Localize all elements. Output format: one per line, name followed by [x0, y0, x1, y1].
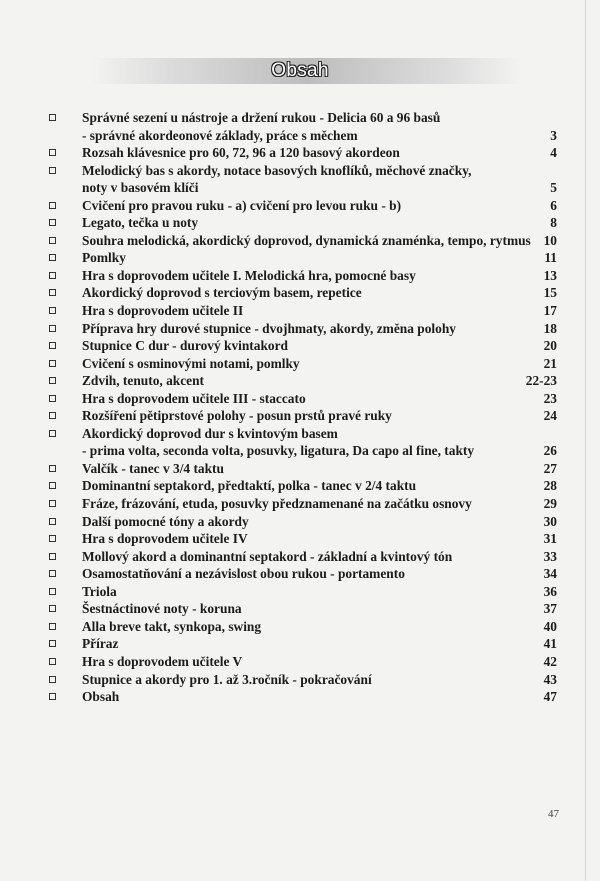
bullet-icon — [49, 430, 56, 437]
toc-page-number: 21 — [543, 355, 557, 371]
toc-entry-text: Stupnice C dur - durový kvintakord — [82, 338, 288, 354]
toc-page-number: 47 — [543, 689, 557, 705]
toc-page-number: 29 — [543, 496, 557, 512]
toc-entry-text: Hra s doprovodem učitele I. Melodická hra, pomocné basy — [82, 267, 416, 283]
bullet-icon — [49, 412, 56, 419]
toc-entry — [0, 583, 600, 601]
toc-line — [0, 320, 600, 338]
toc-entry-text: Melodický bas s akordy, notace basových knoflíků, měchové značky, — [82, 162, 472, 178]
toc-entry-text: Hra s doprovodem učitele III - staccato — [82, 390, 306, 406]
toc-entry-text: Příraz — [82, 636, 119, 652]
bullet-icon — [49, 202, 56, 209]
toc-entry-text: Šestnáctinové noty - koruna — [82, 601, 242, 617]
toc-entry — [0, 407, 600, 425]
page-title: Obsah — [271, 60, 329, 81]
bullet-icon — [49, 500, 56, 507]
toc-page-number: 37 — [543, 601, 557, 617]
toc-page-number: 42 — [543, 653, 557, 669]
toc-entry — [0, 249, 600, 267]
toc-page-number: 36 — [543, 583, 557, 599]
toc-entry-text: Cvičení pro pravou ruku - a) cvičení pro levou ruku - b) — [82, 197, 402, 213]
bullet-icon — [49, 149, 56, 156]
toc-entry-text: Hra s doprovodem učitele IV — [82, 531, 248, 547]
bullet-icon — [49, 167, 56, 174]
toc-line — [0, 671, 600, 689]
toc-line — [0, 372, 600, 390]
toc-line — [0, 197, 600, 215]
toc-entry — [0, 460, 600, 478]
toc-entry-text: Alla breve takt, synkopa, swing — [82, 618, 262, 634]
bullet-icon — [49, 237, 56, 244]
toc-page-number: 20 — [543, 338, 557, 354]
toc-line — [0, 425, 600, 443]
toc-entry-text: Zdvih, tenuto, akcent — [82, 373, 205, 389]
toc-page-number: 18 — [543, 320, 557, 336]
bullet-icon — [49, 325, 56, 332]
toc-entry-text: Souhra melodická, akordický doprovod, dynamická znaménka, tempo, rytmus — [82, 232, 531, 248]
toc-page-number: 43 — [543, 671, 557, 687]
toc-line — [0, 214, 600, 232]
toc-entry-text: - správné akordeonové základy, práce s měchem — [82, 127, 358, 143]
toc-entry-text: Triola — [82, 583, 117, 599]
toc-line — [0, 162, 600, 180]
toc-page-number: 17 — [543, 303, 557, 319]
toc-line — [0, 495, 600, 513]
toc-entry-text: Pomlky — [82, 250, 126, 266]
toc-entry — [0, 109, 600, 144]
toc-page-number: 34 — [543, 566, 557, 582]
toc-entry — [0, 565, 600, 583]
bullet-icon — [49, 658, 56, 665]
toc-page-number: 26 — [543, 443, 557, 459]
toc-page-number: 22-23 — [525, 373, 557, 389]
toc-page-number: 5 — [550, 180, 557, 196]
toc-entry — [0, 477, 600, 495]
toc-page-number: 27 — [543, 460, 557, 476]
toc-line — [0, 460, 600, 478]
bullet-icon — [49, 640, 56, 647]
toc-entry — [0, 635, 600, 653]
toc-entry-text: Rozšíření pětiprstové polohy - posun prstů pravé ruky — [82, 408, 392, 424]
toc-line — [0, 530, 600, 548]
toc-page-number: 24 — [543, 408, 557, 424]
bullet-icon — [49, 553, 56, 560]
toc-entry-text: Osamostatňování a nezávislost obou rukou - portamento — [82, 566, 405, 582]
toc-entry — [0, 372, 600, 390]
toc-line — [0, 179, 600, 197]
toc-line — [0, 513, 600, 531]
bullet-icon — [49, 518, 56, 525]
toc-entry-text: - prima volta, seconda volta, posuvky, ligatura, Da capo al fine, takty — [82, 443, 475, 459]
toc-entry — [0, 618, 600, 636]
toc-line — [0, 583, 600, 601]
toc-line — [0, 267, 600, 285]
toc-line — [0, 302, 600, 320]
bullet-icon — [49, 254, 56, 261]
toc-entry — [0, 688, 600, 706]
toc-entry-text: Mollový akord a dominantní septakord - základní a kvintový tón — [82, 548, 453, 564]
toc-line — [0, 127, 600, 145]
toc-line — [0, 565, 600, 583]
bullet-icon — [49, 605, 56, 612]
bullet-icon — [49, 289, 56, 296]
bullet-icon — [49, 377, 56, 384]
bullet-icon — [49, 676, 56, 683]
toc-entry-text: Legato, tečka u noty — [82, 215, 199, 231]
toc-page-number: 11 — [544, 250, 557, 266]
toc-entry — [0, 162, 600, 197]
bullet-icon — [49, 272, 56, 279]
bullet-icon — [49, 588, 56, 595]
toc-line — [0, 635, 600, 653]
toc-entry — [0, 390, 600, 408]
toc-page-number: 8 — [550, 215, 557, 231]
bullet-icon — [49, 623, 56, 630]
toc-line — [0, 548, 600, 566]
toc-entry-text: Správné sezení u nástroje a držení rukou - Delicia 60 a 96 basů — [82, 110, 441, 125]
page-edge — [585, 0, 586, 881]
toc-line — [0, 337, 600, 355]
toc-entry — [0, 302, 600, 320]
toc-entry-text: Další pomocné tóny a akordy — [82, 513, 249, 529]
toc-line — [0, 232, 600, 250]
bullet-icon — [49, 360, 56, 367]
toc-page-number: 4 — [550, 145, 557, 161]
toc-entry — [0, 548, 600, 566]
toc-page-number: 28 — [543, 478, 557, 494]
toc-page-number: 15 — [543, 285, 557, 301]
toc-entry-text: Rozsah klávesnice pro 60, 72, 96 a 120 basový akordeon — [82, 145, 400, 161]
toc-entry-text: Fráze, frázování, etuda, posuvky předznamenané na začátku osnovy — [82, 496, 472, 512]
toc-entry — [0, 355, 600, 373]
toc-line — [0, 109, 600, 127]
toc-entry-text: Stupnice a akordy pro 1. až 3.ročník - pokračování — [82, 671, 372, 687]
toc-entry — [0, 671, 600, 689]
toc-page-number: 10 — [543, 232, 557, 248]
toc-line — [0, 407, 600, 425]
toc-entry — [0, 214, 600, 232]
toc-line — [0, 355, 600, 373]
toc-entry — [0, 530, 600, 548]
toc-entry — [0, 320, 600, 338]
toc-page-number: 23 — [543, 390, 557, 406]
toc-entry — [0, 232, 600, 250]
toc-entry — [0, 653, 600, 671]
bullet-icon — [49, 570, 56, 577]
toc-line — [0, 688, 600, 706]
toc-entry-text: Hra s doprovodem učitele V — [82, 653, 243, 669]
bullet-icon — [49, 219, 56, 226]
bullet-icon — [49, 342, 56, 349]
bullet-icon — [49, 307, 56, 314]
toc-line — [0, 618, 600, 636]
toc-entry — [0, 284, 600, 302]
toc-entry — [0, 144, 600, 162]
toc-entry-text: Cvičení s osminovými notami, pomlky — [82, 355, 300, 371]
toc-entry — [0, 495, 600, 513]
toc-entry — [0, 600, 600, 618]
toc-page-number: 31 — [543, 531, 557, 547]
toc-line — [0, 653, 600, 671]
toc-page-number: 41 — [543, 636, 557, 652]
toc-line — [0, 600, 600, 618]
toc-page-number: 13 — [543, 267, 557, 283]
toc-line — [0, 442, 600, 460]
bullet-icon — [49, 465, 56, 472]
toc-entry-text: Příprava hry durové stupnice - dvojhmaty, akordy, změna polohy — [82, 320, 456, 336]
toc-entry — [0, 425, 600, 460]
toc-entry — [0, 267, 600, 285]
toc-line — [0, 144, 600, 162]
footer-page-number: 47 — [548, 808, 559, 820]
toc-entry-text: Obsah — [82, 689, 120, 705]
toc-page-number: 30 — [543, 513, 557, 529]
toc-page-number: 6 — [550, 197, 557, 213]
toc-page-number: 33 — [543, 548, 557, 564]
bullet-icon — [49, 114, 56, 121]
toc-entry — [0, 337, 600, 355]
toc-entry-text: Akordický doprovod dur s kvintovým basem — [82, 425, 338, 441]
bullet-icon — [49, 482, 56, 489]
toc-entry — [0, 197, 600, 215]
toc-entry-text: Akordický doprovod s terciovým basem, repetice — [82, 285, 362, 301]
toc-entry-text: Hra s doprovodem učitele II — [82, 303, 244, 319]
toc-line — [0, 390, 600, 408]
toc-entry — [0, 513, 600, 531]
toc-line — [0, 249, 600, 267]
toc-entry-text: noty v basovém klíči — [82, 180, 199, 196]
toc-line — [0, 284, 600, 302]
toc-entry-text: Valčík - tanec v 3/4 taktu — [82, 460, 224, 476]
toc-page-number: 3 — [550, 127, 557, 143]
bullet-icon — [49, 535, 56, 542]
bullet-icon — [49, 395, 56, 402]
bullet-icon — [49, 693, 56, 700]
toc-line — [0, 477, 600, 495]
table-of-contents — [0, 109, 600, 706]
toc-entry-text: Dominantní septakord, předtaktí, polka - tanec v 2/4 taktu — [82, 478, 417, 494]
toc-page-number: 40 — [543, 618, 557, 634]
